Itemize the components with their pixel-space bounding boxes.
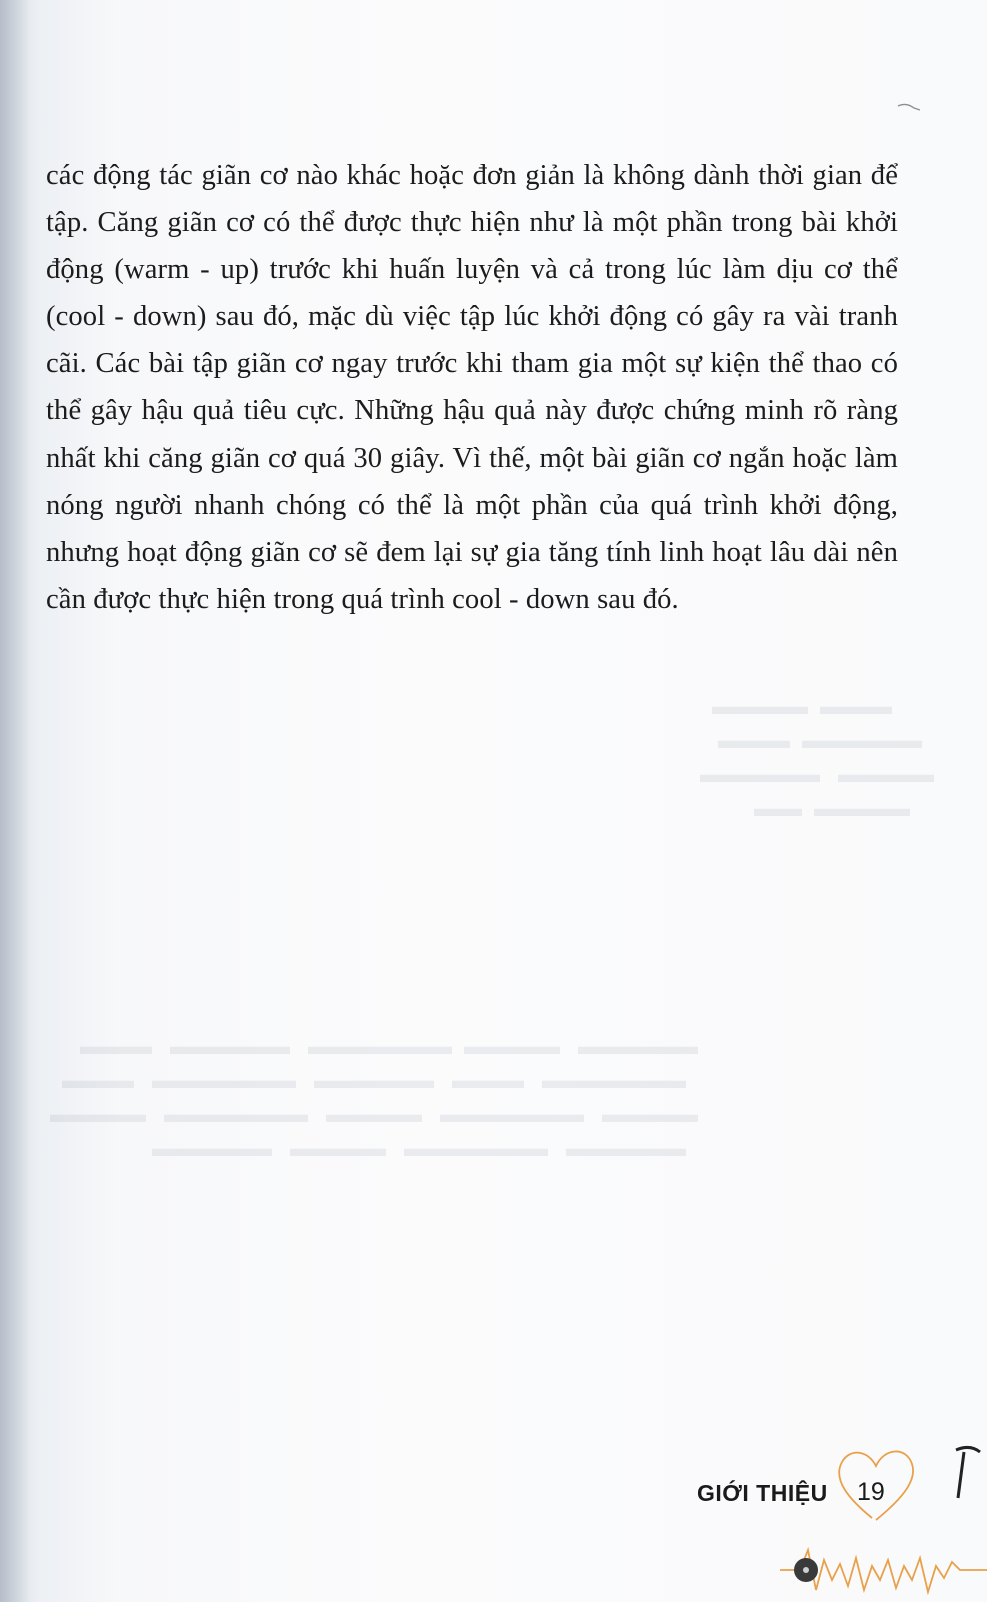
page-gutter-shadow — [0, 0, 30, 1602]
page-number: 19 — [857, 1478, 885, 1506]
corner-smudge-mark — [896, 100, 926, 120]
running-head-title: GIỚI THIỆU — [697, 1480, 828, 1506]
bleed-through-texture-lower: ▬▬▬▬▬ ▬▬▬▬ ▬▬▬▬▬▬ ▬▬▬▬▬ ▬▬▬ ▬▬▬▬▬▬ ▬▬▬ ▬▬▬▬▬ ▬▬▬▬▬▬ ▬▬▬ ▬▬▬▬ ▬▬▬▬▬▬ ▬▬▬▬ ▬▬▬▬▬▬ ▬▬▬▬ ▬▬▬▬▬ ▬▬▬▬▬▬ ▬▬▬▬ ▬▬▬▬▬ — [50, 1034, 698, 1162]
bleed-through-texture: ▬▬▬ ▬▬▬▬ ▬▬▬▬▬ ▬▬▬ ▬▬▬▬ ▬▬▬▬▬ ▬▬▬▬ ▬▬ — [700, 694, 934, 822]
main-paragraph-block — [46, 152, 898, 623]
heartbeat-heart-ornament-icon — [780, 1440, 987, 1602]
body-paragraph: các động tác giãn cơ nào khác hoặc đơn giản là không dành thời gian để tập. Căng giãn cơ có thể được thực hiện như là một phần trong bài khởi động (warm - up) trước khi huấn luyện và cả trong lúc làm dịu cơ thể (cool - down) sau đó, mặc dù việc tập lúc khởi động có gây ra vài tranh cãi. Các bài tập giãn cơ ngay trước khi tham gia một sự kiện thể thao có thể gây hậu quả tiêu cực. Những hậu quả này được chứng minh rõ ràng nhất khi căng giãn cơ quá 30 giây. Vì thế, một bài giãn cơ ngắn hoặc làm nóng người nhanh chóng có thể là một phần của quá trình khởi động, nhưng hoạt động giãn cơ sẽ đem lại sự gia tăng tính linh hoạt lâu dài nên cần được thực hiện trong quá trình cool - down sau đó. — [46, 160, 898, 615]
